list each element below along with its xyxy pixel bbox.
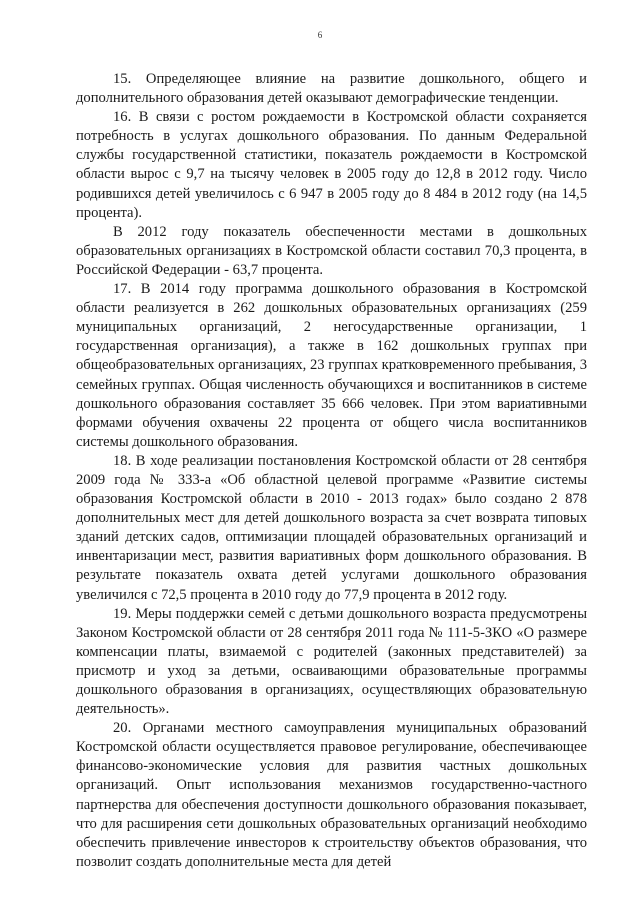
- paragraph-18: 18. В ходе реализации постановления Костромской области от 28 сентября 2009 года № 333-а «Об областной целевой программе «Развитие системы образования Костромской области в 2010 - 2013 годах» было создано 2 878 дополнительных мест для детей дошкольного возраста за счет возврата типовых зданий детских садов, оптимизации площадей образовательных организаций и инвентаризации мест, развития вариативных форм дошкольного образования. В результате показатель охвата детей услугами дошкольного образования увеличился с 72,5 процента в 2010 году до 77,9 процента в 2012 году.: [76, 452, 587, 603]
- paragraph-19: 19. Меры поддержки семей с детьми дошкольного возраста предусмотрены Законом Костромской области от 28 сентября 2011 года № 111-5-ЗКО «О размере компенсации платы, взимаемой с родителей (законных представителей) за присмотр и уход за детьми, осваивающими образовательные программы дошкольного образования в организациях, осуществляющих образовательную деятельность».: [76, 605, 587, 718]
- paragraph-16-continued: В 2012 году показатель обеспеченности местами в дошкольных образовательных организациях в Костромской области составил 70,3 процента, в Российской Федерации - 63,7 процента.: [76, 223, 587, 278]
- paragraph-17: 17. В 2014 году программа дошкольного образования в Костромской области реализуется в 262 дошкольных образовательных организациях (259 муниципальных организаций, 2 негосударственные организации, 1 государственная организация), а также в 162 дошкольных группах при общеобразовательных организациях, 23 группах кратковременного пребывания, 3 семейных группах. Общая численность обучающихся и воспитанников в системе дошкольного образования составляет 35 666 человек. При этом вариативными формами обучения охвачены 22 процента от общего числа воспитанников системы дошкольного образования.: [76, 281, 587, 450]
- document-body: [76, 70, 587, 872]
- paragraph-15: 15. Определяющее влияние на развитие дошкольного, общего и дополнительного образования детей оказывают демографические тенденции.: [76, 71, 587, 107]
- paragraph-16: 16. В связи с ростом рождаемости в Костромской области сохраняется потребность в услугах дошкольного образования. По данным Федеральной службы государственной статистики, показатель рождаемости в Костромской области вырос с 9,7 на тысячу человек в 2005 году до 12,8 в 2012 году. Число родившихся детей увеличилось с 6 947 в 2005 году до 8 484 в 2012 году (на 14,5 процента).: [76, 109, 587, 221]
- paragraph-20: 20. Органами местного самоуправления муниципальных образований Костромской области осуществляется правовое регулирование, обеспечивающее финансово-экономические условия для развития частных дошкольных организаций. Опыт использования механизмов государственно-частного партнерства для обеспечения доступности дошкольного образования показывает, что для расширения сети дошкольных образовательных организаций необходимо обеспечить привлечение инвесторов к строительству объектов образования, что позволит создать дополнительные места для детей: [76, 720, 587, 870]
- page-number: 6: [317, 30, 323, 40]
